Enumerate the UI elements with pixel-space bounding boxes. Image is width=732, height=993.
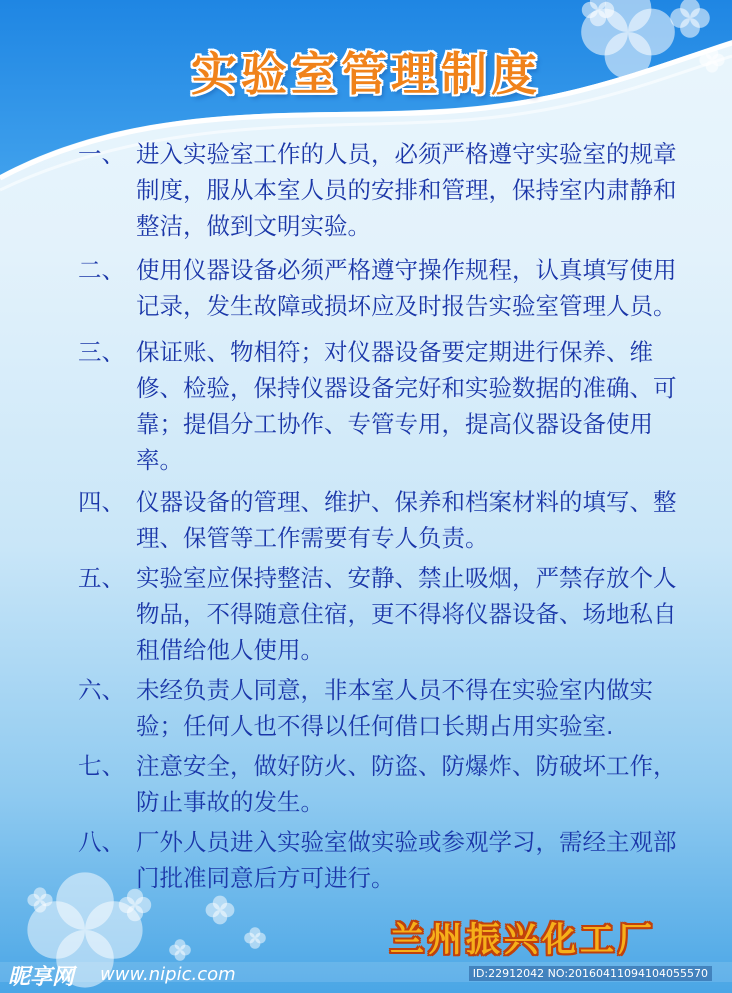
rules-list	[78, 136, 678, 896]
list-item	[78, 748, 678, 820]
rule-text: 注意安全，做好防火、防盗、防爆炸、防破坏工作，防止事故的发生。	[136, 752, 677, 816]
rule-number: 六、	[78, 676, 125, 704]
watermark-logo: 昵享网	[8, 965, 75, 990]
list-item	[78, 484, 678, 556]
rule-text: 厂外人员进入实验室做实验或参观学习，需经主观部门批准同意后方可进行。	[136, 828, 677, 892]
list-item	[78, 136, 678, 244]
rule-text: 保证账、物相符；对仪器设备要定期进行保养、维修、检验，保持仪器设备完好和实验数据的准确、可靠；提倡分工协作、专管专用，提高仪器设备使用率。	[136, 338, 677, 474]
list-item	[78, 334, 678, 478]
rule-text: 仪器设备的管理、维护、保养和档案材料的填写、整理、保管等工作需要有专人负责。	[136, 488, 677, 552]
list-item	[78, 252, 678, 324]
rule-text: 未经负责人同意，非本室人员不得在实验室内做实验；任何人也不得以任何借口长期占用实验室.	[136, 676, 653, 740]
list-item	[78, 672, 678, 744]
page-title: 实验室管理制度	[191, 47, 541, 101]
rule-number: 四、	[78, 488, 125, 516]
rule-number: 一、	[78, 140, 125, 168]
rule-number: 二、	[78, 256, 125, 284]
watermark-url: www.nipic.com	[100, 964, 236, 985]
list-item	[78, 560, 678, 668]
rule-text: 实验室应保持整洁、安静、禁止吸烟，严禁存放个人物品，不得随意住宿，更不得将仪器设备、场地私自租借给他人使用。	[136, 564, 677, 664]
rule-number: 八、	[78, 828, 125, 856]
rule-text: 使用仪器设备必须严格遵守操作规程，认真填写使用记录，发生故障或损坏应及时报告实验室管理人员。	[136, 256, 677, 320]
watermark-id: ID:22912042 NO:20160411094104055570	[469, 966, 712, 981]
rule-number: 五、	[78, 564, 125, 592]
rule-number: 三、	[78, 338, 125, 366]
rule-number: 七、	[78, 752, 125, 780]
rule-text: 进入实验室工作的人员，必须严格遵守实验室的规章制度，服从本室人员的安排和管理，保持室内肃静和整洁，做到文明实验。	[136, 140, 677, 240]
company-name: 兰州振兴化工厂	[390, 920, 656, 960]
list-item	[78, 824, 678, 896]
